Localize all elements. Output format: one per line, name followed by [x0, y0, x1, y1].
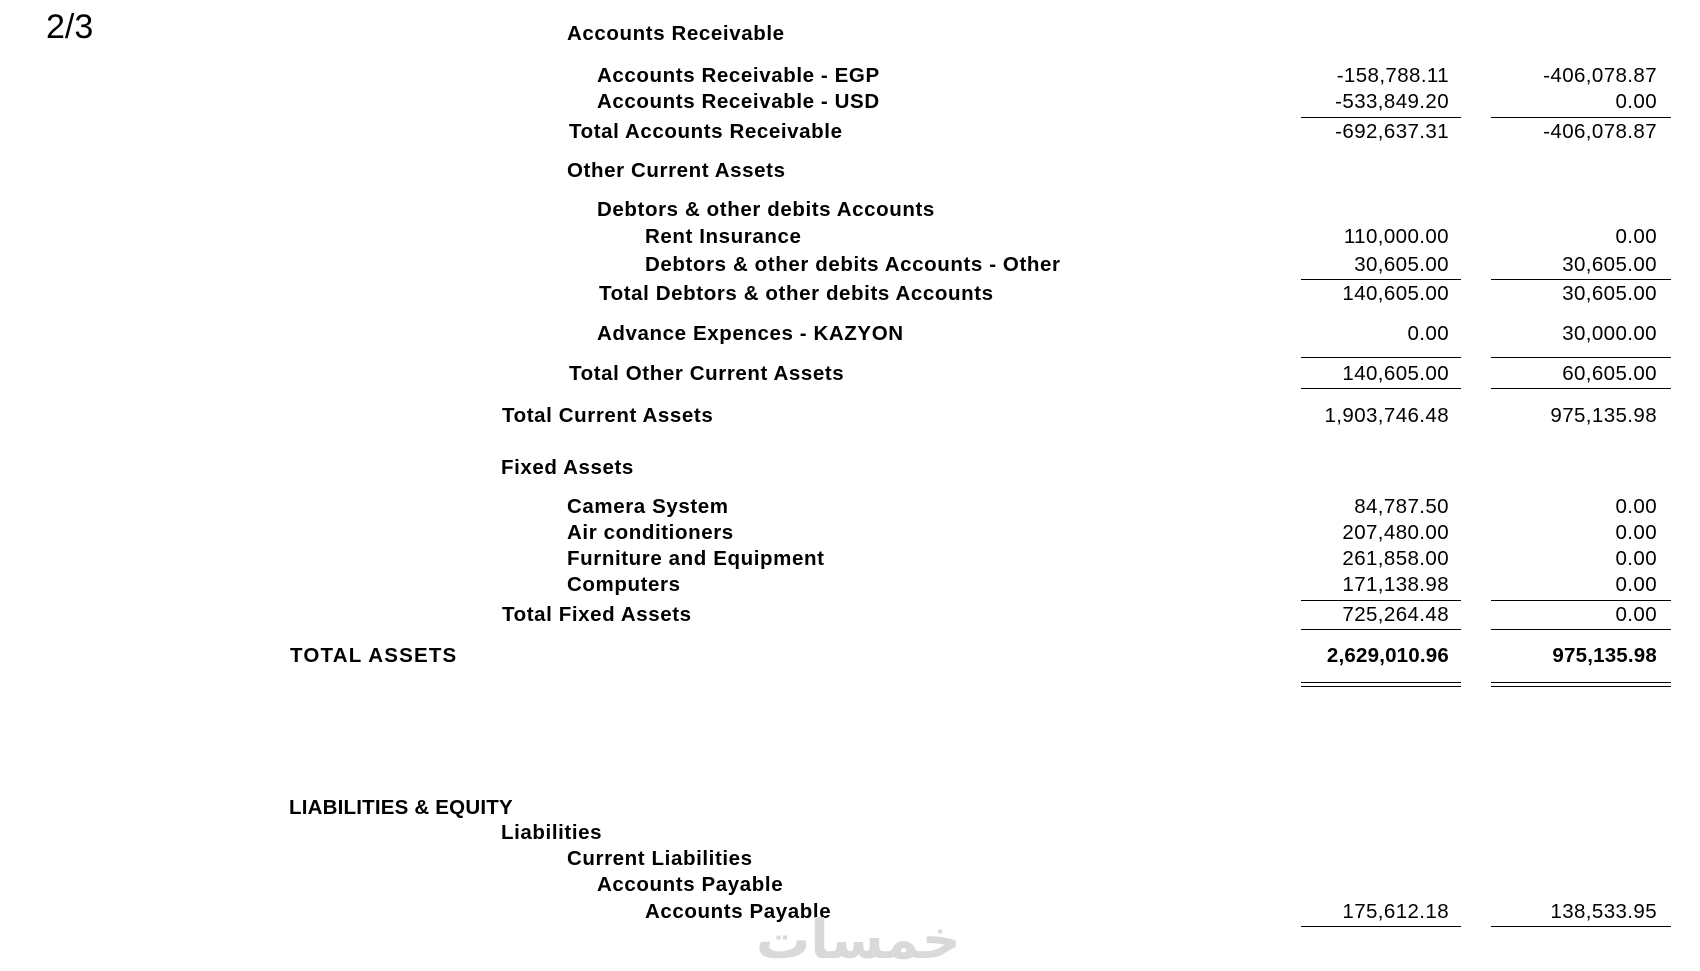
current-period-value: 0.00 [1407, 322, 1449, 345]
current-period-value: 261,858.00 [1342, 547, 1449, 570]
section-header-row [0, 821, 1700, 847]
current-period-value: -692,637.31 [1335, 120, 1449, 143]
account-row [0, 253, 1700, 279]
current-period-value: 171,138.98 [1342, 573, 1449, 596]
prior-period-value: 0.00 [1615, 603, 1657, 626]
row-label: Accounts Receivable [567, 22, 785, 45]
prior-period-value: 0.00 [1615, 521, 1657, 544]
prior-period-value: 30,000.00 [1562, 322, 1657, 345]
total-row [0, 603, 1700, 629]
prior-period-value: 975,135.98 [1550, 404, 1657, 427]
subtotal-rule [1491, 629, 1671, 630]
prior-period-value: 60,605.00 [1562, 362, 1657, 385]
prior-period-value: 138,533.95 [1550, 900, 1657, 923]
prior-period-value: 0.00 [1615, 573, 1657, 596]
subtotal-rule [1491, 117, 1671, 118]
row-label: Camera System [567, 495, 729, 518]
row-label: Total Accounts Receivable [569, 120, 843, 143]
row-label: Fixed Assets [501, 456, 634, 479]
current-period-value: 1,903,746.48 [1324, 404, 1449, 427]
row-label: Debtors & other debits Accounts [597, 198, 935, 221]
row-label: Computers [567, 573, 681, 596]
current-period-value: 140,605.00 [1342, 362, 1449, 385]
prior-period-value: 975,135.98 [1552, 644, 1657, 667]
prior-period-value: -406,078.87 [1543, 120, 1657, 143]
current-period-value: 84,787.50 [1354, 495, 1449, 518]
section-header-row [0, 456, 1700, 482]
row-label: Rent Insurance [645, 225, 802, 248]
current-period-value: 207,480.00 [1342, 521, 1449, 544]
row-label: Current Liabilities [567, 847, 753, 870]
account-row [0, 225, 1700, 251]
total-row [0, 362, 1700, 388]
current-period-value: 2,629,010.96 [1326, 644, 1449, 667]
prior-period-value: 30,605.00 [1562, 253, 1657, 276]
prior-period-value: -406,078.87 [1543, 64, 1657, 87]
account-row [0, 495, 1700, 521]
account-row [0, 547, 1700, 573]
prior-period-value: 0.00 [1615, 547, 1657, 570]
row-label: Accounts Receivable - USD [597, 90, 880, 113]
current-period-value: 175,612.18 [1342, 900, 1449, 923]
account-row [0, 521, 1700, 547]
row-label: LIABILITIES & EQUITY [289, 796, 513, 819]
current-period-value: -158,788.11 [1336, 64, 1449, 87]
section-header-row [0, 22, 1700, 48]
row-label: Accounts Receivable - EGP [597, 64, 880, 87]
row-label: Debtors & other debits Accounts - Other [645, 253, 1061, 276]
row-label: Total Fixed Assets [502, 603, 692, 626]
subtotal-rule [1491, 279, 1671, 280]
account-row [0, 322, 1700, 348]
grand-total-double-rule [1491, 682, 1671, 687]
prior-period-value: 0.00 [1615, 495, 1657, 518]
row-label: Air conditioners [567, 521, 734, 544]
row-label: Liabilities [501, 821, 603, 844]
subtotal-rule [1491, 357, 1671, 358]
current-period-value: 725,264.48 [1342, 603, 1449, 626]
section-header-row [0, 159, 1700, 185]
section-header-row [0, 873, 1700, 899]
section-header-row [0, 796, 1700, 822]
row-label: Other Current Assets [567, 159, 786, 182]
prior-period-value: 0.00 [1615, 90, 1657, 113]
row-label: Furniture and Equipment [567, 547, 825, 570]
row-label: Total Current Assets [502, 404, 714, 427]
subtotal-rule [1301, 600, 1461, 601]
subtotal-rule [1491, 600, 1671, 601]
prior-period-value: 30,605.00 [1562, 282, 1657, 305]
total-row [0, 120, 1700, 146]
section-header-row [0, 198, 1700, 224]
current-period-value: 110,000.00 [1343, 225, 1449, 248]
current-period-value: -533,849.20 [1335, 90, 1449, 113]
row-label: Total Other Current Assets [569, 362, 845, 385]
subtotal-rule [1301, 629, 1461, 630]
subtotal-rule [1301, 926, 1461, 927]
row-label: Accounts Payable [597, 873, 784, 896]
account-row [0, 64, 1700, 90]
section-header-row [0, 847, 1700, 873]
prior-period-value: 0.00 [1615, 225, 1657, 248]
subtotal-rule [1301, 357, 1461, 358]
subtotal-rule [1301, 117, 1461, 118]
page-number: 2/3 [46, 8, 94, 46]
subtotal-rule [1301, 388, 1461, 389]
total-row [0, 404, 1700, 430]
row-label: TOTAL ASSETS [290, 644, 458, 667]
subtotal-rule [1491, 926, 1671, 927]
grand-total-row [0, 644, 1700, 670]
watermark: خمسات [756, 908, 961, 971]
grand-total-double-rule [1301, 682, 1461, 687]
row-label: Advance Expences - KAZYON [597, 322, 904, 345]
total-row [0, 282, 1700, 308]
account-row [0, 90, 1700, 116]
subtotal-rule [1491, 388, 1671, 389]
row-label: Accounts Payable [645, 900, 832, 923]
account-row [0, 573, 1700, 599]
subtotal-rule [1301, 279, 1461, 280]
current-period-value: 140,605.00 [1342, 282, 1449, 305]
row-label: Total Debtors & other debits Accounts [599, 282, 994, 305]
current-period-value: 30,605.00 [1354, 253, 1449, 276]
